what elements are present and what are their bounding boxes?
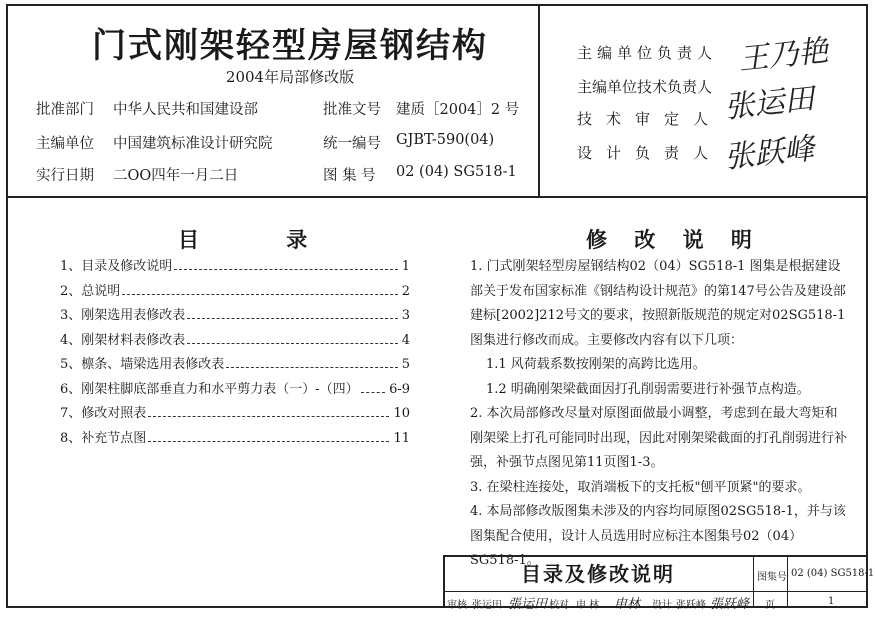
check-signature: 申林 bbox=[614, 597, 641, 612]
notes-list bbox=[470, 255, 848, 574]
title-block-row-divider bbox=[443, 591, 868, 592]
atlas-subtitle: 2004年局部修改版 bbox=[225, 68, 355, 86]
toc-leader bbox=[187, 318, 397, 319]
toc-item bbox=[60, 402, 410, 427]
design-name: 张跃峰 bbox=[676, 600, 706, 611]
note-paragraph: 1.1 风荷载系数按刚架的高跨比选用。 bbox=[486, 357, 706, 372]
unified-no-label: 统一编号 bbox=[323, 136, 381, 152]
title-block-col-divider bbox=[787, 555, 788, 608]
toc-item-page: 11 bbox=[393, 430, 410, 446]
toc-item-page: 5 bbox=[401, 357, 410, 372]
page-value: 1 bbox=[828, 596, 835, 607]
toc-leader bbox=[148, 441, 389, 442]
review-label: 审核 bbox=[447, 600, 467, 611]
note-paragraph: 1.2 明确刚架梁截面因打孔削弱需要进行补强节点构造。 bbox=[486, 381, 810, 397]
toc-item-page: 3 bbox=[401, 308, 410, 323]
approval-dept-value: 中华人民共和国建设部 bbox=[113, 102, 258, 118]
title-block-atlas-label: 图集号 bbox=[757, 572, 787, 583]
toc-item-page: 2 bbox=[401, 283, 410, 299]
toc-item-page: 4 bbox=[401, 332, 410, 348]
toc-item-page: 1 bbox=[401, 259, 410, 274]
toc-item bbox=[60, 353, 410, 378]
toc-leader bbox=[174, 269, 397, 270]
toc-item-label: 2、总说明 bbox=[60, 283, 121, 299]
title-block-col-divider bbox=[753, 555, 754, 608]
effective-date-value: 二OO四年一月二日 bbox=[113, 168, 239, 184]
toc-item bbox=[60, 427, 410, 452]
toc-item bbox=[60, 304, 410, 329]
toc-item bbox=[60, 378, 410, 403]
toc-item-label: 1、目录及修改说明 bbox=[60, 259, 173, 274]
atlas-no-value: 02 (04) SG518-1 bbox=[396, 164, 517, 180]
toc-item-page: 10 bbox=[393, 406, 410, 421]
responsible-signature: 张运田 bbox=[722, 81, 816, 126]
toc-item bbox=[60, 329, 410, 354]
check-label: 校对 bbox=[549, 600, 569, 611]
header-vertical-divider bbox=[538, 4, 540, 196]
approval-dept-label: 批准部门 bbox=[36, 102, 94, 118]
toc-item-label: 3、刚架选用表修改表 bbox=[60, 308, 186, 323]
unified-no-value: GJBT-590(04) bbox=[396, 132, 495, 148]
responsible-role: 技术审定人 bbox=[577, 110, 723, 128]
responsible-role: 主编单位负责人 bbox=[577, 44, 718, 62]
toc-item-label: 6、刚架柱脚底部垂直力和水平剪力表（一）-（四） bbox=[60, 381, 359, 397]
approval-doc-value: 建质［2004］2 号 bbox=[396, 102, 520, 118]
toc-leader bbox=[187, 343, 397, 344]
toc-item-label: 5、檩条、墙梁选用表修改表 bbox=[60, 357, 225, 372]
toc-leader bbox=[361, 392, 385, 393]
toc-leader bbox=[122, 294, 397, 295]
atlas-title: 门式刚架轻型房屋钢结构 bbox=[92, 26, 488, 66]
effective-date-label: 实行日期 bbox=[36, 168, 94, 184]
toc-list bbox=[60, 255, 410, 451]
notes-heading: 修 改 说 明 bbox=[586, 228, 762, 252]
review-signature: 張运田 bbox=[508, 597, 548, 612]
atlas-no-label: 图 集 号 bbox=[323, 168, 376, 184]
note-paragraph: 2. 本次局部修改尽量对原图面做最小调整，考虑到在最大弯矩和刚架梁上打孔可能同时出现，因此对刚架梁截面的打孔削弱进行补强，补强节点图见第11页图1-3。 bbox=[470, 406, 848, 470]
toc-heading: 目 录 bbox=[178, 228, 348, 252]
responsible-role: 主编单位技术负责人 bbox=[577, 78, 713, 96]
toc-item-label: 8、补充节点图 bbox=[60, 430, 147, 446]
approval-doc-label: 批准文号 bbox=[323, 102, 381, 118]
note-paragraph: 1. 门式刚架轻型房屋钢结构02（04）SG518-1 图集是根据建设部关于发布国家标准《钢结构设计规范》的第147号公告及建设部建标[2002]212号文的要求，按照新版规范的规定对02SG518-1图集进行修改而成。主要修改内容有以下几项： bbox=[470, 259, 846, 348]
editor-unit-value: 中国建筑标准设计研究院 bbox=[113, 136, 273, 152]
toc-leader bbox=[148, 416, 389, 417]
toc-item-page: 6-9 bbox=[389, 381, 410, 397]
design-label: 设计 bbox=[652, 600, 672, 611]
note-paragraph: 3. 在梁柱连接处，取消端板下的支托板"刨平顶紧"的要求。 bbox=[470, 479, 811, 495]
responsible-role: 设计负责人 bbox=[577, 144, 723, 162]
toc-item-label: 7、修改对照表 bbox=[60, 406, 147, 421]
header-divider bbox=[6, 196, 868, 198]
toc-item bbox=[60, 280, 410, 305]
title-block-atlas-value: 02 (04) SG518-1 bbox=[791, 568, 875, 579]
toc-leader bbox=[226, 367, 397, 368]
design-signature: 張跃峰 bbox=[710, 597, 750, 612]
editor-unit-label: 主编单位 bbox=[36, 136, 94, 152]
toc-item-label: 4、刚架材料表修改表 bbox=[60, 332, 186, 348]
page-label: 页 bbox=[765, 600, 775, 611]
responsible-signature: 王乃艳 bbox=[736, 33, 830, 78]
note-paragraph: 4. 本局部修改版图集未涉及的内容均同原图02SG518-1，并与该图集配合使用，设计人员选用时应标注本图集号02（04）SG518-1。 bbox=[470, 504, 846, 568]
check-name: 申 林 bbox=[576, 600, 600, 611]
toc-item bbox=[60, 255, 410, 280]
review-name: 张运田 bbox=[472, 600, 502, 611]
title-block-title: 目录及修改说明 bbox=[521, 562, 675, 586]
responsible-signature: 张跃峰 bbox=[722, 131, 816, 176]
